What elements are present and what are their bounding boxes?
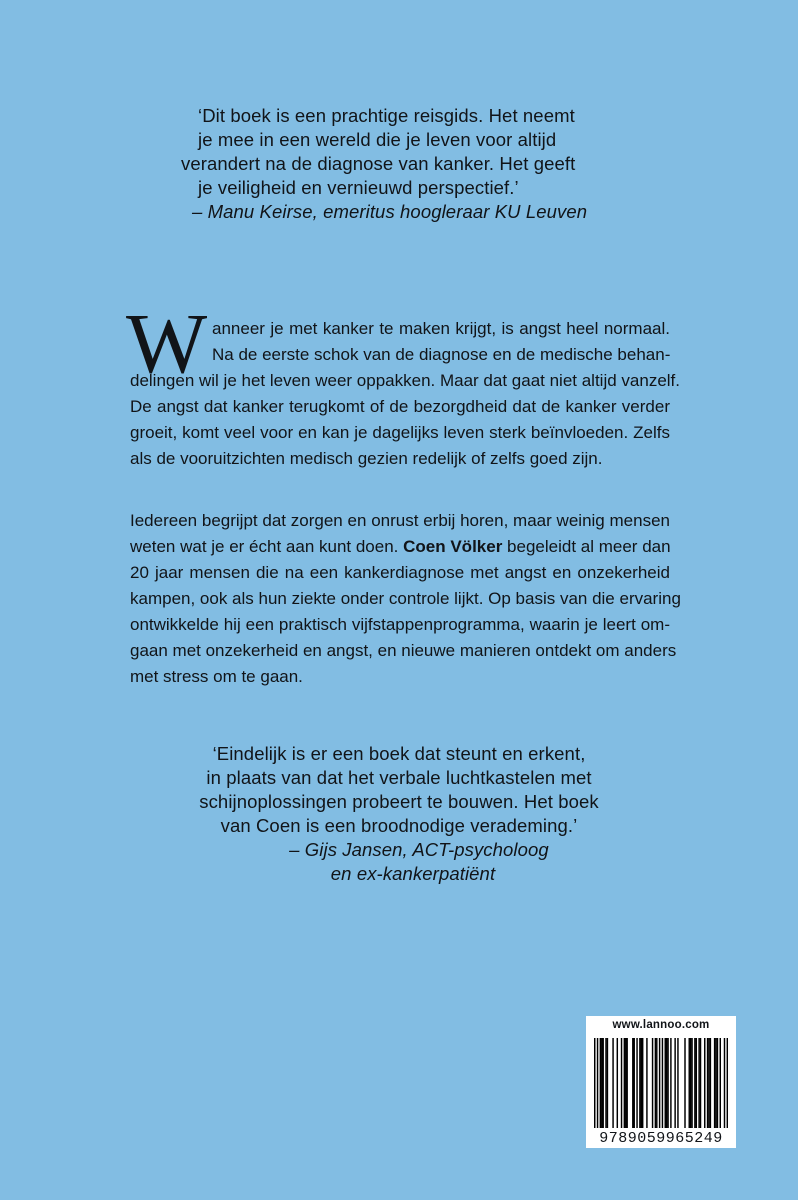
barcode-bar xyxy=(690,1038,691,1128)
quote-bottom-line: van Coen is een broodnodige verademing.’ xyxy=(220,815,578,836)
barcode-bar xyxy=(607,1038,608,1128)
barcode-bar xyxy=(696,1038,697,1128)
barcode-bar xyxy=(639,1038,640,1128)
quote-bottom-line: ‘Eindelijk is er een boek dat steunt en erkent, xyxy=(212,743,586,764)
paragraph-text: begeleidt al meer dan xyxy=(502,537,671,556)
drop-cap: W xyxy=(126,295,204,391)
barcode-bar xyxy=(632,1038,633,1128)
paragraph-line: 20 jaar mensen die na een kankerdiagnose met angst en onzekerheid xyxy=(130,563,670,582)
paragraph-line: delingen wil je het leven weer oppakken. Maar dat gaat niet altijd vanzelf. xyxy=(130,371,681,390)
barcode-bar xyxy=(677,1038,678,1128)
paragraph-line: met stress om te gaan. xyxy=(130,667,303,686)
barcode-bar xyxy=(674,1038,675,1128)
barcode-bar xyxy=(621,1038,622,1128)
barcode-bar xyxy=(601,1038,602,1128)
barcode-bar xyxy=(670,1038,671,1128)
barcode-icon xyxy=(594,1038,728,1128)
barcode-bar xyxy=(646,1038,647,1128)
barcode-bar xyxy=(659,1038,660,1128)
barcode-bar xyxy=(597,1038,598,1128)
barcode-bar xyxy=(720,1038,721,1128)
barcode-bar xyxy=(617,1038,618,1128)
quote-bottom xyxy=(0,742,798,886)
barcode-bar xyxy=(689,1038,690,1128)
paragraph-line: gaan met onzekerheid en angst, en nieuwe manieren ontdekt om anders xyxy=(130,641,677,660)
barcode-bar xyxy=(715,1038,716,1128)
barcode-bar xyxy=(652,1038,653,1128)
barcode-bar xyxy=(594,1038,595,1128)
quote-top-line: ‘Dit boek is een prachtige reisgids. Het neemt xyxy=(198,105,575,126)
barcode-bar xyxy=(602,1038,603,1128)
publisher-url: www.lannoo.com xyxy=(612,1019,710,1031)
barcode-bar xyxy=(612,1038,613,1128)
barcode-bar xyxy=(700,1038,701,1128)
quote-bottom-attribution: en ex-kankerpatiënt xyxy=(330,863,496,884)
barcode-box xyxy=(586,1016,736,1148)
quote-top-attribution: – Manu Keirse, emeritus hoogleraar KU Leuven xyxy=(192,201,588,222)
barcode-bar xyxy=(698,1038,699,1128)
barcode-bar xyxy=(691,1038,692,1128)
quote-top xyxy=(0,104,798,224)
barcode-bar xyxy=(662,1038,663,1128)
paragraph-line: Iedereen begrijpt dat zorgen en onrust erbij horen, maar weinig mensen xyxy=(130,511,670,530)
paragraph-2 xyxy=(130,508,681,690)
quote-top-line: je veiligheid en vernieuwd perspectief.’ xyxy=(198,177,519,198)
barcode-bar xyxy=(727,1038,728,1128)
paragraph-line: Na de eerste schok van de diagnose en de medische behan- xyxy=(212,345,671,364)
barcode-bar xyxy=(641,1038,642,1128)
barcode-bar xyxy=(636,1038,637,1128)
barcode-bar xyxy=(642,1038,643,1128)
paragraph-1 xyxy=(130,316,681,472)
barcode-bar xyxy=(707,1038,708,1128)
barcode-bar xyxy=(704,1038,705,1128)
paragraph-line-with-author xyxy=(130,534,670,560)
author-name: Coen Völker xyxy=(403,537,503,556)
paragraph-line: De angst dat kanker terugkomt of de bezorgdheid dat de kanker verder xyxy=(130,397,670,416)
barcode-bar xyxy=(694,1038,695,1128)
paragraph-line: kampen, ook als hun ziekte onder controle lijkt. Op basis van die ervaring xyxy=(130,589,681,608)
barcode-bar xyxy=(655,1038,656,1128)
quote-bottom-line: in plaats van dat het verbale luchtkastelen met xyxy=(206,767,592,788)
barcode-bar xyxy=(714,1038,715,1128)
barcode-bar xyxy=(605,1038,606,1128)
quote-bottom-line: schijnoplossingen probeert te bouwen. Het boek xyxy=(199,791,599,812)
barcode-bar xyxy=(717,1038,718,1128)
quote-bottom-attribution: – Gijs Jansen, ACT-psycholoog xyxy=(289,839,549,860)
quote-top-line: je mee in een wereld die je leven voor altijd xyxy=(198,129,557,150)
barcode-bar xyxy=(665,1038,666,1128)
barcode-bar xyxy=(666,1038,667,1128)
isbn-number: 9789059965249 xyxy=(599,1130,723,1147)
paragraph-line: ontwikkelde hij een praktisch vijfstappenprogramma, waarin je leert om- xyxy=(130,615,670,634)
barcode-bar xyxy=(626,1038,627,1128)
barcode-bar xyxy=(724,1038,725,1128)
paragraph-line: groeit, komt veel voor en kan je dagelijks leven sterk beïnvloeden. Zelfs xyxy=(130,423,670,442)
barcode-bar xyxy=(667,1038,668,1128)
barcode-bar xyxy=(624,1038,625,1128)
paragraph-text: weten wat je er écht aan kunt doen. xyxy=(130,537,404,556)
barcode-bar xyxy=(600,1038,601,1128)
quote-top-line: verandert na de diagnose van kanker. Het geeft xyxy=(181,153,576,174)
paragraph-line: als de vooruitzichten medisch gezien redelijk of zelfs goed zijn. xyxy=(130,449,603,468)
barcode-bar xyxy=(656,1038,657,1128)
barcode-bar xyxy=(684,1038,685,1128)
barcode-bar xyxy=(625,1038,626,1128)
barcode-bar xyxy=(710,1038,711,1128)
barcode-bar xyxy=(708,1038,709,1128)
paragraph-line: anneer je met kanker te maken krijgt, is angst heel normaal. xyxy=(212,319,670,338)
barcode-bar xyxy=(633,1038,634,1128)
